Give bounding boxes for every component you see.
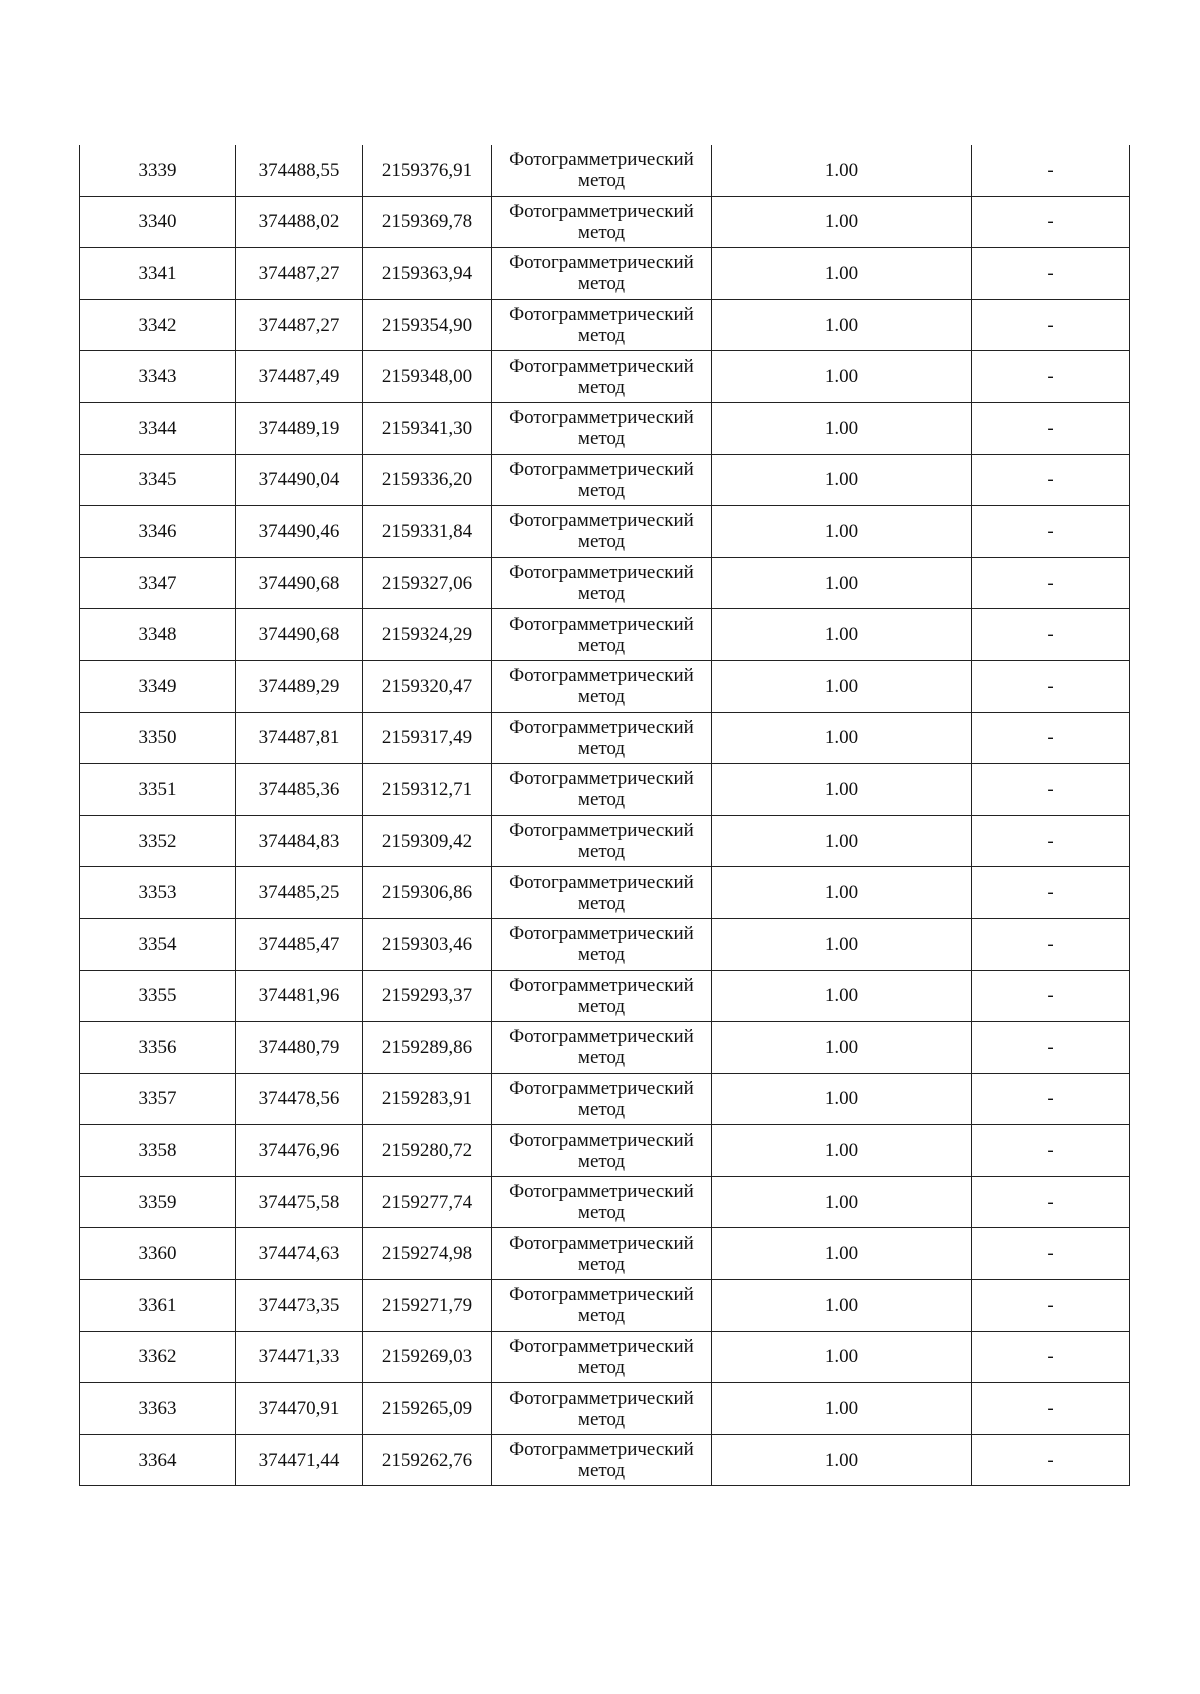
table-row <box>80 918 1130 970</box>
method-text-line2: метод <box>577 737 626 759</box>
method-cell <box>492 815 712 867</box>
point-number-cell: 3360 <box>80 1228 236 1280</box>
method-text-line2: метод <box>577 170 626 192</box>
method-cell <box>492 1176 712 1228</box>
description-cell: - <box>972 196 1130 248</box>
method-cell <box>492 712 712 764</box>
x-coordinate-cell: 374487,81 <box>236 712 363 764</box>
method-text-line2: метод <box>577 273 626 295</box>
accuracy-cell: 1.00 <box>712 1125 972 1177</box>
y-coordinate-cell: 2159306,86 <box>363 867 492 919</box>
method-cell <box>492 867 712 919</box>
point-number-cell: 3343 <box>80 351 236 403</box>
method-text-line2: метод <box>577 1356 626 1378</box>
point-number-cell: 3358 <box>80 1125 236 1177</box>
accuracy-cell: 1.00 <box>712 1073 972 1125</box>
description-cell: - <box>972 1228 1130 1280</box>
table-row <box>80 1176 1130 1228</box>
table-row <box>80 660 1130 712</box>
y-coordinate-cell: 2159320,47 <box>363 660 492 712</box>
x-coordinate-cell: 374481,96 <box>236 970 363 1022</box>
accuracy-cell: 1.00 <box>712 970 972 1022</box>
method-text-line2: метод <box>577 1460 626 1482</box>
method-text-line2: метод <box>577 221 626 243</box>
method-text-line1: Фотограмметрический <box>509 1077 694 1099</box>
point-number-cell: 3341 <box>80 248 236 300</box>
table-row <box>80 970 1130 1022</box>
method-cell <box>492 1434 712 1486</box>
table-row <box>80 299 1130 351</box>
method-text-line2: метод <box>577 1047 626 1069</box>
method-cell <box>492 145 712 196</box>
method-cell <box>492 1383 712 1435</box>
x-coordinate-cell: 374474,63 <box>236 1228 363 1280</box>
y-coordinate-cell: 2159283,91 <box>363 1073 492 1125</box>
table-row <box>80 764 1130 816</box>
point-number-cell: 3364 <box>80 1434 236 1486</box>
method-text-line2: метод <box>577 376 626 398</box>
method-cell <box>492 402 712 454</box>
accuracy-cell: 1.00 <box>712 1280 972 1332</box>
coordinates-table <box>79 145 1130 1486</box>
table-row <box>80 712 1130 764</box>
description-cell: - <box>972 1176 1130 1228</box>
method-text-line1: Фотограмметрический <box>509 1387 694 1409</box>
y-coordinate-cell: 2159312,71 <box>363 764 492 816</box>
method-text-line2: метод <box>577 841 626 863</box>
method-text-line2: метод <box>577 1305 626 1327</box>
method-cell <box>492 1228 712 1280</box>
method-cell <box>492 660 712 712</box>
accuracy-cell: 1.00 <box>712 660 972 712</box>
description-cell: - <box>972 867 1130 919</box>
y-coordinate-cell: 2159336,20 <box>363 454 492 506</box>
method-cell <box>492 351 712 403</box>
x-coordinate-cell: 374475,58 <box>236 1176 363 1228</box>
method-text-line2: метод <box>577 531 626 553</box>
method-text-line1: Фотограмметрический <box>509 407 694 429</box>
table-row <box>80 1073 1130 1125</box>
y-coordinate-cell: 2159376,91 <box>363 145 492 196</box>
method-text-line2: метод <box>577 1253 626 1275</box>
x-coordinate-cell: 374478,56 <box>236 1073 363 1125</box>
table-row <box>80 867 1130 919</box>
y-coordinate-cell: 2159317,49 <box>363 712 492 764</box>
table-row <box>80 145 1130 196</box>
method-text-line1: Фотограмметрический <box>509 1335 694 1357</box>
point-number-cell: 3362 <box>80 1331 236 1383</box>
accuracy-cell: 1.00 <box>712 557 972 609</box>
table-row <box>80 1022 1130 1074</box>
accuracy-cell: 1.00 <box>712 867 972 919</box>
x-coordinate-cell: 374490,68 <box>236 609 363 661</box>
description-cell: - <box>972 1331 1130 1383</box>
y-coordinate-cell: 2159327,06 <box>363 557 492 609</box>
description-cell: - <box>972 402 1130 454</box>
method-text-line1: Фотограмметрический <box>509 458 694 480</box>
x-coordinate-cell: 374473,35 <box>236 1280 363 1332</box>
table-row <box>80 351 1130 403</box>
description-cell: - <box>972 145 1130 196</box>
method-cell <box>492 1125 712 1177</box>
x-coordinate-cell: 374487,27 <box>236 248 363 300</box>
method-cell <box>492 609 712 661</box>
method-text-line1: Фотограмметрический <box>509 923 694 945</box>
description-cell: - <box>972 299 1130 351</box>
y-coordinate-cell: 2159274,98 <box>363 1228 492 1280</box>
method-text-line1: Фотограмметрический <box>509 1439 694 1461</box>
y-coordinate-cell: 2159363,94 <box>363 248 492 300</box>
accuracy-cell: 1.00 <box>712 402 972 454</box>
x-coordinate-cell: 374488,02 <box>236 196 363 248</box>
table-row <box>80 609 1130 661</box>
method-text-line2: метод <box>577 789 626 811</box>
point-number-cell: 3351 <box>80 764 236 816</box>
point-number-cell: 3347 <box>80 557 236 609</box>
method-text-line1: Фотограмметрический <box>509 200 694 222</box>
point-number-cell: 3342 <box>80 299 236 351</box>
method-cell <box>492 299 712 351</box>
accuracy-cell: 1.00 <box>712 299 972 351</box>
method-text-line2: метод <box>577 325 626 347</box>
accuracy-cell: 1.00 <box>712 506 972 558</box>
method-text-line1: Фотограмметрический <box>509 716 694 738</box>
y-coordinate-cell: 2159331,84 <box>363 506 492 558</box>
method-text-line1: Фотограмметрический <box>509 252 694 274</box>
x-coordinate-cell: 374489,19 <box>236 402 363 454</box>
table-row <box>80 454 1130 506</box>
y-coordinate-cell: 2159303,46 <box>363 918 492 970</box>
x-coordinate-cell: 374485,25 <box>236 867 363 919</box>
description-cell: - <box>972 1434 1130 1486</box>
method-text-line2: метод <box>577 1202 626 1224</box>
method-text-line1: Фотограмметрический <box>509 613 694 635</box>
y-coordinate-cell: 2159280,72 <box>363 1125 492 1177</box>
method-text-line2: метод <box>577 1098 626 1120</box>
x-coordinate-cell: 374487,49 <box>236 351 363 403</box>
method-text-line1: Фотограмметрический <box>509 149 694 171</box>
description-cell: - <box>972 248 1130 300</box>
method-text-line1: Фотограмметрический <box>509 304 694 326</box>
description-cell: - <box>972 557 1130 609</box>
point-number-cell: 3353 <box>80 867 236 919</box>
point-number-cell: 3340 <box>80 196 236 248</box>
point-number-cell: 3349 <box>80 660 236 712</box>
method-text-line2: метод <box>577 1150 626 1172</box>
x-coordinate-cell: 374480,79 <box>236 1022 363 1074</box>
method-text-line1: Фотограмметрический <box>509 510 694 532</box>
method-text-line2: метод <box>577 686 626 708</box>
description-cell: - <box>972 1383 1130 1435</box>
x-coordinate-cell: 374490,46 <box>236 506 363 558</box>
accuracy-cell: 1.00 <box>712 1022 972 1074</box>
y-coordinate-cell: 2159309,42 <box>363 815 492 867</box>
description-cell: - <box>972 1280 1130 1332</box>
method-text-line2: метод <box>577 479 626 501</box>
accuracy-cell: 1.00 <box>712 1228 972 1280</box>
description-cell: - <box>972 609 1130 661</box>
x-coordinate-cell: 374485,36 <box>236 764 363 816</box>
description-cell: - <box>972 1022 1130 1074</box>
accuracy-cell: 1.00 <box>712 712 972 764</box>
method-cell <box>492 506 712 558</box>
method-text-line2: метод <box>577 995 626 1017</box>
point-number-cell: 3359 <box>80 1176 236 1228</box>
description-cell: - <box>972 660 1130 712</box>
point-number-cell: 3354 <box>80 918 236 970</box>
y-coordinate-cell: 2159369,78 <box>363 196 492 248</box>
description-cell: - <box>972 1073 1130 1125</box>
description-cell: - <box>972 351 1130 403</box>
method-cell <box>492 970 712 1022</box>
point-number-cell: 3345 <box>80 454 236 506</box>
point-number-cell: 3361 <box>80 1280 236 1332</box>
accuracy-cell: 1.00 <box>712 248 972 300</box>
accuracy-cell: 1.00 <box>712 918 972 970</box>
accuracy-cell: 1.00 <box>712 1383 972 1435</box>
method-text-line2: метод <box>577 1408 626 1430</box>
accuracy-cell: 1.00 <box>712 351 972 403</box>
point-number-cell: 3344 <box>80 402 236 454</box>
y-coordinate-cell: 2159354,90 <box>363 299 492 351</box>
accuracy-cell: 1.00 <box>712 1176 972 1228</box>
method-cell <box>492 557 712 609</box>
x-coordinate-cell: 374471,33 <box>236 1331 363 1383</box>
point-number-cell: 3357 <box>80 1073 236 1125</box>
method-text-line1: Фотограмметрический <box>509 974 694 996</box>
method-text-line1: Фотограмметрический <box>509 871 694 893</box>
description-cell: - <box>972 815 1130 867</box>
description-cell: - <box>972 454 1130 506</box>
x-coordinate-cell: 374487,27 <box>236 299 363 351</box>
method-cell <box>492 248 712 300</box>
x-coordinate-cell: 374489,29 <box>236 660 363 712</box>
method-text-line2: метод <box>577 428 626 450</box>
point-number-cell: 3339 <box>80 145 236 196</box>
x-coordinate-cell: 374485,47 <box>236 918 363 970</box>
method-cell <box>492 1331 712 1383</box>
method-cell <box>492 196 712 248</box>
method-text-line2: метод <box>577 892 626 914</box>
point-number-cell: 3346 <box>80 506 236 558</box>
y-coordinate-cell: 2159293,37 <box>363 970 492 1022</box>
method-text-line1: Фотограмметрический <box>509 355 694 377</box>
table-row <box>80 1434 1130 1486</box>
method-text-line1: Фотограмметрический <box>509 1026 694 1048</box>
x-coordinate-cell: 374490,68 <box>236 557 363 609</box>
accuracy-cell: 1.00 <box>712 815 972 867</box>
description-cell: - <box>972 764 1130 816</box>
x-coordinate-cell: 374476,96 <box>236 1125 363 1177</box>
y-coordinate-cell: 2159341,30 <box>363 402 492 454</box>
description-cell: - <box>972 918 1130 970</box>
y-coordinate-cell: 2159289,86 <box>363 1022 492 1074</box>
description-cell: - <box>972 970 1130 1022</box>
method-cell <box>492 1280 712 1332</box>
method-text-line1: Фотограмметрический <box>509 820 694 842</box>
y-coordinate-cell: 2159269,03 <box>363 1331 492 1383</box>
method-text-line1: Фотограмметрический <box>509 562 694 584</box>
description-cell: - <box>972 1125 1130 1177</box>
x-coordinate-cell: 374470,91 <box>236 1383 363 1435</box>
point-number-cell: 3348 <box>80 609 236 661</box>
method-cell <box>492 1022 712 1074</box>
accuracy-cell: 1.00 <box>712 196 972 248</box>
table-row <box>80 1383 1130 1435</box>
method-text-line1: Фотограмметрический <box>509 1232 694 1254</box>
accuracy-cell: 1.00 <box>712 609 972 661</box>
table-row <box>80 248 1130 300</box>
table-row <box>80 1228 1130 1280</box>
point-number-cell: 3356 <box>80 1022 236 1074</box>
y-coordinate-cell: 2159348,00 <box>363 351 492 403</box>
accuracy-cell: 1.00 <box>712 454 972 506</box>
table-row <box>80 815 1130 867</box>
y-coordinate-cell: 2159265,09 <box>363 1383 492 1435</box>
method-text-line1: Фотограмметрический <box>509 1129 694 1151</box>
x-coordinate-cell: 374471,44 <box>236 1434 363 1486</box>
method-cell <box>492 918 712 970</box>
accuracy-cell: 1.00 <box>712 1331 972 1383</box>
table-row <box>80 1125 1130 1177</box>
x-coordinate-cell: 374484,83 <box>236 815 363 867</box>
method-cell <box>492 764 712 816</box>
point-number-cell: 3355 <box>80 970 236 1022</box>
method-text-line2: метод <box>577 944 626 966</box>
method-cell <box>492 454 712 506</box>
table-row <box>80 402 1130 454</box>
table-row <box>80 1331 1130 1383</box>
point-number-cell: 3350 <box>80 712 236 764</box>
y-coordinate-cell: 2159262,76 <box>363 1434 492 1486</box>
point-number-cell: 3352 <box>80 815 236 867</box>
x-coordinate-cell: 374488,55 <box>236 145 363 196</box>
point-number-cell: 3363 <box>80 1383 236 1435</box>
coordinates-table-body <box>80 145 1130 1486</box>
table-row <box>80 196 1130 248</box>
x-coordinate-cell: 374490,04 <box>236 454 363 506</box>
table-row <box>80 1280 1130 1332</box>
accuracy-cell: 1.00 <box>712 1434 972 1486</box>
method-text-line2: метод <box>577 583 626 605</box>
accuracy-cell: 1.00 <box>712 764 972 816</box>
description-cell: - <box>972 506 1130 558</box>
method-text-line2: метод <box>577 634 626 656</box>
y-coordinate-cell: 2159277,74 <box>363 1176 492 1228</box>
table-row <box>80 557 1130 609</box>
description-cell: - <box>972 712 1130 764</box>
method-cell <box>492 1073 712 1125</box>
method-text-line1: Фотограмметрический <box>509 1284 694 1306</box>
method-text-line1: Фотограмметрический <box>509 768 694 790</box>
method-text-line1: Фотограмметрический <box>509 1181 694 1203</box>
y-coordinate-cell: 2159271,79 <box>363 1280 492 1332</box>
table-row <box>80 506 1130 558</box>
method-text-line1: Фотограмметрический <box>509 665 694 687</box>
accuracy-cell: 1.00 <box>712 145 972 196</box>
y-coordinate-cell: 2159324,29 <box>363 609 492 661</box>
